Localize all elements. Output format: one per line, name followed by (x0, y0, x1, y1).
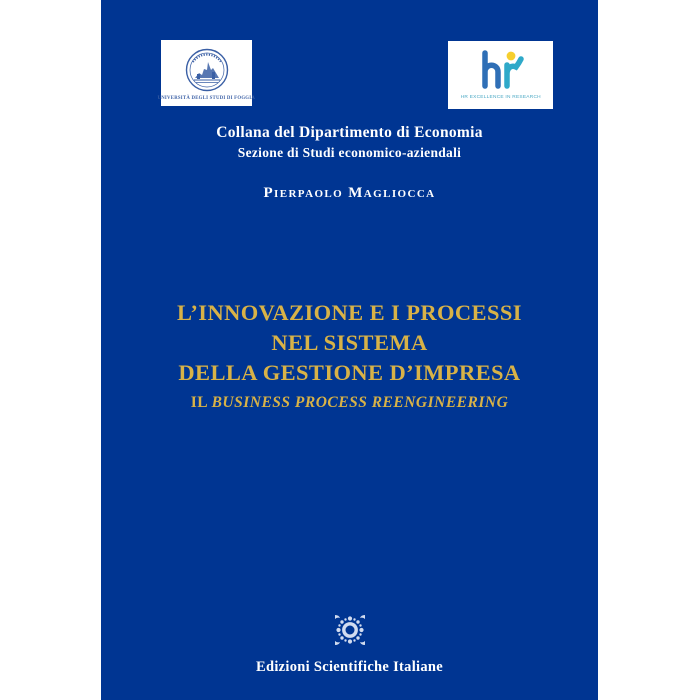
esi-rosette-icon (332, 612, 368, 648)
hr-logo-icon (478, 50, 524, 90)
publisher-mark (101, 612, 598, 653)
book-title (101, 298, 598, 388)
author-name: Pierpaolo Magliocca (263, 185, 436, 201)
publisher-name: Edizioni Scientifiche Italiane (255, 659, 444, 675)
university-seal-icon (185, 48, 229, 92)
title-line-1: L’INNOVAZIONE E I PROCESSI (177, 300, 522, 325)
book-cover (101, 0, 598, 700)
subtitle-italic: BUSINESS PROCESS REENGINEERING (211, 394, 509, 411)
hr-logo-caption: HR EXCELLENCE IN RESEARCH (460, 93, 541, 99)
series-title: Collana del Dipartimento di Economia (216, 124, 483, 141)
hr-excellence-logo (448, 41, 553, 109)
university-logo (157, 40, 256, 106)
subtitle-prefix: IL (190, 394, 212, 411)
title-line-3: DELLA GESTIONE D’IMPRESA (178, 360, 521, 385)
series-subtitle: Sezione di Studi economico-aziendali (237, 145, 462, 160)
title-line-2: NEL SISTEMA (271, 330, 428, 355)
university-logo-caption: UNIVERSITÀ DEGLI STUDI DI FOGGIA (157, 94, 256, 100)
book-subtitle (101, 394, 598, 412)
